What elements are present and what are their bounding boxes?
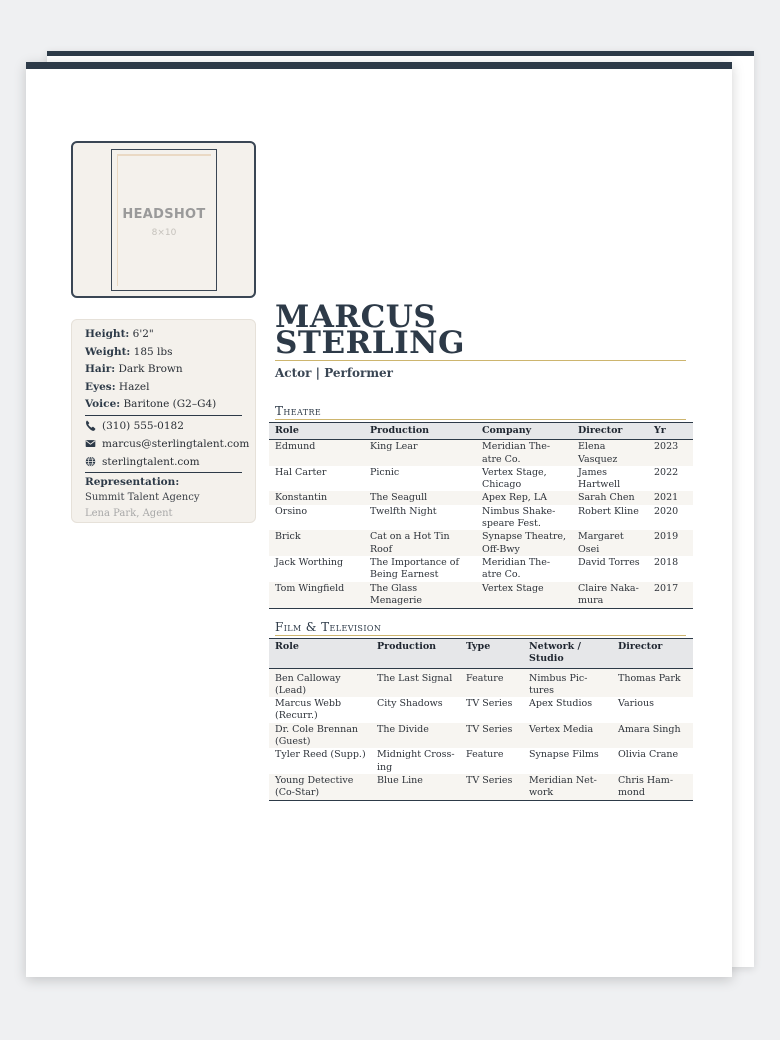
cell: Various [618, 698, 654, 710]
cell: Twelfth Night [370, 505, 437, 517]
film-section-title: Film & Television [275, 620, 382, 634]
theatre-section-rule [275, 419, 686, 420]
resume-page [26, 62, 732, 977]
cell: Picnic [370, 466, 400, 478]
cell: Orsino [275, 505, 308, 517]
cell: City Shadows [377, 698, 443, 710]
cell: Blue Line [377, 774, 423, 786]
cell: The Glass Menagerie [370, 582, 423, 606]
table-row [269, 668, 693, 697]
name-last: STERLING [275, 325, 465, 361]
table-row [269, 582, 693, 609]
cell: 2021 [654, 492, 679, 504]
film-col-role: Role [275, 641, 299, 652]
cell: The Seagull [370, 492, 428, 504]
cell: 2017 [654, 582, 679, 594]
headshot-placeholder [71, 141, 256, 298]
film-col-network: Network / Studio [529, 641, 581, 665]
table-row [269, 556, 693, 582]
theatre-header-row [269, 423, 693, 440]
cell: Nimbus Shake-speare Fest. [482, 505, 556, 530]
cell: Chris Ham-mond [618, 774, 674, 799]
contact-phone[interactable]: (310) 555-0182 [85, 417, 242, 435]
cell: Vertex Stage [482, 582, 544, 594]
film-section-rule [275, 635, 686, 636]
cell: Jack Worthing [275, 556, 344, 568]
contact-divider [85, 472, 242, 473]
table-row [269, 723, 693, 749]
stat-voice: Voice: Baritone (G2–G4) [85, 398, 217, 410]
cell: Elena Vasquez [578, 441, 618, 465]
cell: Vertex Media [529, 723, 594, 735]
cell: Claire Naka-mura [578, 582, 639, 606]
stat-height: Height: 6'2" [85, 328, 154, 340]
cell: Vertex Stage, Chicago [482, 466, 547, 491]
table-row [269, 505, 693, 531]
stat-weight: Weight: 185 lbs [85, 345, 173, 358]
phone-icon [85, 420, 96, 431]
cell: Amara Singh [618, 723, 681, 735]
cell: Marcus Webb (Recurr.) [275, 698, 342, 722]
representation-agency: Summit Talent Agency [85, 491, 200, 503]
contact-website[interactable]: sterlingtalent.com [85, 453, 242, 471]
cell: Olivia Crane [618, 749, 679, 761]
cell: Edmund [275, 441, 316, 453]
cell: TV Series [466, 723, 513, 735]
stats-card [71, 319, 256, 523]
headshot-photo-frame [111, 149, 217, 291]
film-header-row [269, 639, 693, 669]
stat-eyes: Eyes: Hazel [85, 380, 150, 393]
stats-divider [85, 415, 242, 416]
cell: Synapse Films [529, 749, 599, 761]
cell: Synapse Theatre, Off-Bwy [482, 531, 566, 555]
representation-title: Representation: [85, 475, 180, 488]
cell: Tyler Reed (Supp.) [275, 749, 366, 761]
cell: James Hartwell [578, 466, 621, 491]
cell: Meridian The-atre Co. [482, 441, 551, 465]
theatre-table [269, 422, 693, 609]
cell: Margaret Osei [578, 531, 624, 555]
name-first: MARCUS [275, 299, 437, 335]
cell: 2019 [654, 531, 679, 543]
theatre-col-role: Role [275, 425, 299, 436]
table-row [269, 774, 693, 801]
film-col-director: Director [618, 641, 663, 652]
film-col-type: Type [466, 641, 491, 652]
theatre-col-year: Yr [654, 425, 666, 436]
film-col-production: Production [377, 641, 437, 652]
cell: 2018 [654, 556, 679, 568]
table-row [269, 466, 693, 492]
cell: King Lear [370, 441, 418, 453]
actor-name [275, 299, 695, 361]
tagline: Actor | Performer [275, 366, 394, 380]
cell: Cat on a Hot Tin Roof [370, 531, 450, 555]
table-row [269, 748, 693, 774]
globe-icon [85, 456, 96, 467]
headshot-size: 8×10 [151, 228, 177, 238]
representation-agent: Lena Park, Agent [85, 507, 173, 519]
cell: TV Series [466, 698, 513, 710]
cell: Feature [466, 672, 504, 684]
cell: Meridian Net-work [529, 774, 597, 799]
cell: Dr. Cole Brennan (Guest) [275, 723, 358, 748]
cell: David Torres [578, 556, 640, 568]
cell: Tom Wingfield [275, 582, 345, 594]
stat-hair: Hair: Dark Brown [85, 363, 183, 375]
cell: The Last Signal [377, 672, 453, 684]
cell: Meridian The-atre Co. [482, 556, 551, 581]
contact-email[interactable]: marcus@sterlingtalent.com [85, 435, 242, 453]
theatre-col-production: Production [370, 425, 430, 436]
theatre-col-company: Company [482, 425, 532, 436]
table-row [269, 440, 693, 466]
table-row [269, 530, 693, 556]
cell: Sarah Chen [578, 492, 635, 504]
cell: Robert Kline [578, 505, 639, 517]
cell: Thomas Park [618, 672, 681, 684]
cell: Apex Rep, LA [482, 492, 548, 504]
envelope-icon [85, 438, 96, 449]
cell: Young Detective (Co-Star) [275, 774, 354, 799]
cell: 2022 [654, 466, 679, 478]
cell: The Importance of Being Earnest [370, 556, 459, 581]
cell: Ben Calloway (Lead) [275, 672, 341, 696]
table-row [269, 697, 693, 723]
cell: Apex Studios [529, 698, 593, 710]
cell: 2020 [654, 505, 679, 517]
cell: 2023 [654, 441, 679, 453]
table-row [269, 491, 693, 504]
film-table [269, 638, 693, 801]
cell: TV Series [466, 774, 513, 786]
cell: Brick [275, 531, 301, 543]
cell: Hal Carter [275, 466, 327, 478]
cell: Feature [466, 749, 504, 761]
cell: The Divide [377, 723, 429, 735]
cell: Midnight Cross-ing [377, 749, 455, 773]
cell: Nimbus Pic-tures [529, 672, 588, 696]
cell: Konstantin [275, 492, 328, 504]
name-underline [275, 360, 686, 361]
headshot-label: HEADSHOT [122, 207, 206, 222]
theatre-section-title: Theatre [275, 404, 322, 418]
theatre-col-director: Director [578, 425, 623, 436]
